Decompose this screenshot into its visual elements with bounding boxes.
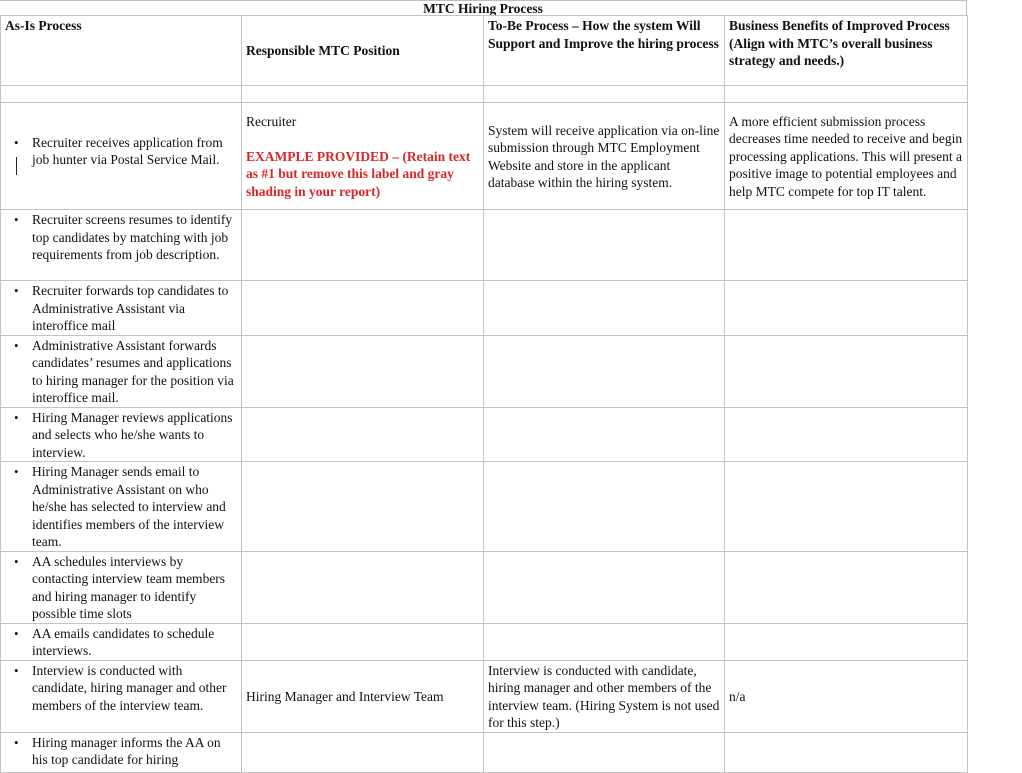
to-be-cell[interactable] bbox=[484, 103, 725, 210]
benefits-cell[interactable] bbox=[725, 732, 968, 772]
to-be-cell[interactable] bbox=[484, 210, 725, 281]
table-row bbox=[1, 551, 968, 623]
position-cell[interactable] bbox=[242, 462, 484, 552]
header-as-is: As-Is Process bbox=[1, 16, 242, 86]
table-row bbox=[1, 281, 968, 336]
as-is-cell[interactable] bbox=[1, 335, 242, 407]
as-is-text: Hiring Manager reviews applications and selects who he/she wants to interview. bbox=[32, 409, 233, 460]
header-to-be: To-Be Process – How the system Will Support and Improve the hiring process bbox=[484, 16, 725, 86]
table-row bbox=[1, 660, 968, 732]
as-is-text: Recruiter receives application from job hunter via Postal Service Mail. bbox=[32, 134, 223, 167]
to-be-cell[interactable] bbox=[484, 335, 725, 407]
as-is-cell[interactable] bbox=[1, 732, 242, 772]
table-row bbox=[1, 335, 968, 407]
as-is-text: AA emails candidates to schedule interviews. bbox=[32, 625, 215, 658]
position-cell[interactable] bbox=[242, 407, 484, 462]
to-be-cell[interactable] bbox=[484, 551, 725, 623]
to-be-cell[interactable] bbox=[484, 623, 725, 660]
benefits-cell[interactable] bbox=[725, 462, 968, 552]
bullet-icon: • bbox=[14, 734, 19, 750]
position-cell[interactable] bbox=[242, 660, 484, 732]
as-is-cell[interactable] bbox=[1, 103, 242, 210]
as-is-cell[interactable] bbox=[1, 551, 242, 623]
as-is-cell[interactable] bbox=[1, 623, 242, 660]
bullet-icon: • bbox=[14, 625, 19, 641]
as-is-text: Administrative Assistant forwards candidates’ resumes and applications to hiring manager for the position via interoffice mail. bbox=[32, 337, 234, 405]
benefits-text: A more efficient submission process decreases time needed to receive and begin processing applications. This will present a positive image to potential employees and help MTC compete for top IT talent. bbox=[729, 113, 963, 199]
benefits-cell[interactable] bbox=[725, 551, 968, 623]
bullet-icon: • bbox=[14, 337, 19, 353]
bullet-icon: • bbox=[14, 553, 19, 569]
as-is-text: Recruiter forwards top candidates to Administrative Assistant via interoffice mail bbox=[32, 283, 229, 333]
document-title: MTC Hiring Process bbox=[0, 0, 967, 15]
position-cell[interactable] bbox=[242, 103, 484, 210]
benefits-cell[interactable] bbox=[725, 660, 968, 732]
as-is-text: AA schedules interviews by contacting interview team members and hiring manager to identify possible time slots bbox=[32, 553, 226, 621]
to-be-cell[interactable] bbox=[484, 407, 725, 462]
table-row bbox=[1, 407, 968, 462]
header-benefits: Business Benefits of Improved Process (Align with MTC’s overall business strategy and needs.) bbox=[725, 16, 968, 86]
benefits-cell[interactable] bbox=[725, 623, 968, 660]
position-cell[interactable] bbox=[242, 210, 484, 281]
benefits-text: n/a bbox=[729, 688, 746, 704]
position-cell[interactable] bbox=[242, 623, 484, 660]
to-be-text: System will receive application via on-line submission through MTC Employment Website and store in the applicant database within the hiring system. bbox=[488, 122, 720, 190]
to-be-cell[interactable] bbox=[484, 462, 725, 552]
to-be-cell[interactable] bbox=[484, 281, 725, 336]
as-is-text: Hiring manager informs the AA on his top candidate for hiring bbox=[32, 734, 221, 767]
to-be-cell[interactable] bbox=[484, 660, 725, 732]
position-cell[interactable] bbox=[242, 732, 484, 772]
as-is-text: Hiring Manager sends email to Administrative Assistant on who he/she has selected to interview and identifies members of the interview team. bbox=[32, 464, 226, 549]
table-row bbox=[1, 623, 968, 660]
benefits-cell[interactable] bbox=[725, 407, 968, 462]
position-cell[interactable] bbox=[242, 335, 484, 407]
position-text: Recruiter bbox=[246, 114, 297, 129]
bullet-icon: • bbox=[14, 212, 19, 227]
text-cursor bbox=[16, 157, 17, 175]
header-position: Responsible MTC Position bbox=[242, 16, 484, 86]
as-is-cell[interactable] bbox=[1, 407, 242, 462]
table-row bbox=[1, 462, 968, 552]
position-text: Hiring Manager and Interview Team bbox=[246, 688, 444, 704]
to-be-text: Interview is conducted with candidate, hiring manager and other members of the interview team. (Hiring System is not used for this step.) bbox=[488, 662, 720, 730]
as-is-cell[interactable] bbox=[1, 462, 242, 552]
table-row bbox=[1, 732, 968, 772]
bullet-icon: • bbox=[14, 409, 19, 425]
as-is-text: Interview is conducted with candidate, hiring manager and other members of the interview team. bbox=[32, 662, 227, 713]
bullet-icon: • bbox=[14, 464, 19, 479]
as-is-cell[interactable] bbox=[1, 660, 242, 732]
as-is-cell[interactable] bbox=[1, 281, 242, 336]
position-cell[interactable] bbox=[242, 551, 484, 623]
benefits-cell[interactable] bbox=[725, 335, 968, 407]
benefits-cell[interactable] bbox=[725, 103, 968, 210]
as-is-cell[interactable] bbox=[1, 210, 242, 281]
benefits-cell[interactable] bbox=[725, 210, 968, 281]
bullet-icon: • bbox=[14, 134, 19, 150]
benefits-cell[interactable] bbox=[725, 281, 968, 336]
to-be-cell[interactable] bbox=[484, 732, 725, 772]
position-cell[interactable] bbox=[242, 281, 484, 336]
bullet-icon: • bbox=[14, 662, 19, 678]
as-is-text: Recruiter screens resumes to identify top candidates by matching with job requirements from job description. bbox=[32, 212, 233, 262]
spacer-row bbox=[1, 86, 968, 103]
hiring-process-table bbox=[0, 15, 968, 773]
table-row bbox=[1, 103, 968, 210]
example-note: EXAMPLE PROVIDED – (Retain text as #1 but remove this label and gray shading in your report) bbox=[246, 148, 471, 199]
table-row bbox=[1, 210, 968, 281]
bullet-icon: • bbox=[14, 283, 19, 298]
header-row bbox=[1, 16, 968, 86]
